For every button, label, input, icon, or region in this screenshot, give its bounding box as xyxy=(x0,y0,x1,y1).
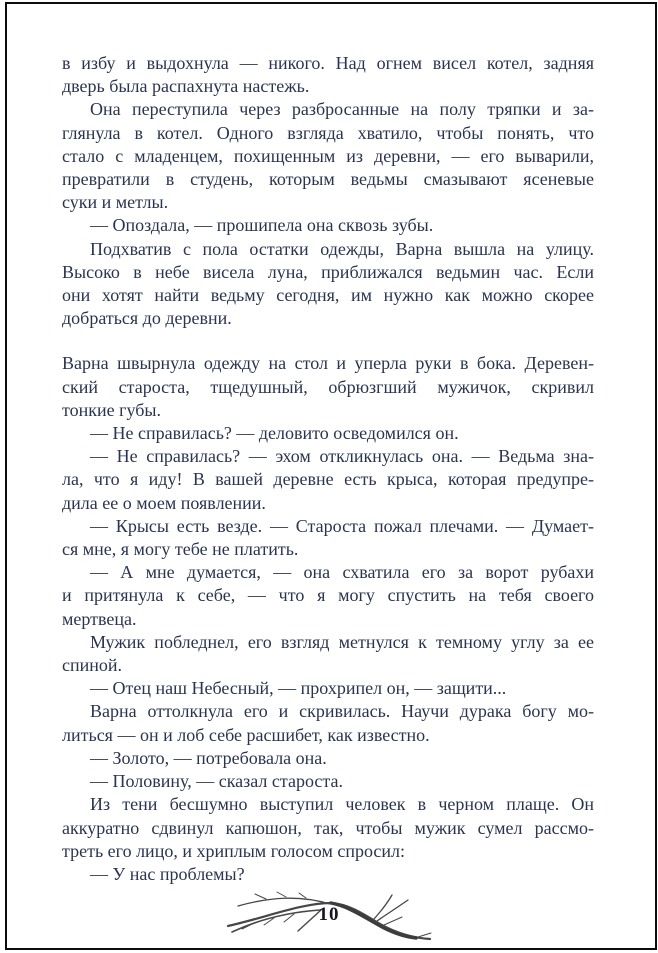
text-line: Из тени бесшумно выступил человек в черном плаще. Он xyxy=(90,794,594,815)
text-line: глянула в котел. Одного взгляда хватило, чтобы понять, что xyxy=(62,122,594,143)
footer-ornament xyxy=(224,891,434,948)
text-line: ла, что я иду! В вашей деревне есть крыса, которая предупре- xyxy=(62,469,594,490)
paragraph xyxy=(62,863,594,886)
text-line: — Не справилась? — деловито осведомился он. xyxy=(90,423,459,444)
paragraph xyxy=(62,238,594,331)
text-line: дила ее о моем появлении. xyxy=(62,492,266,513)
text-line: — Крысы есть везде. — Староста пожал плечами. — Думает- xyxy=(90,515,594,536)
page-number: 10 xyxy=(318,904,340,925)
text-line: литься — он и лоб себе расшибет, как известно. xyxy=(62,724,430,745)
text-line: — У нас проблемы? xyxy=(90,863,245,884)
page-text xyxy=(62,52,594,886)
text-line: Высоко в небе висела луна, приближался ведьмин час. Если xyxy=(62,261,594,282)
text-line: и притянула к себе, — что я могу спустить на тебя своего xyxy=(62,585,594,606)
text-line: тонкие губы. xyxy=(62,399,162,420)
text-line: — А мне думается, — она схватила его за ворот рубахи xyxy=(90,562,594,583)
text-line: добраться до деревни. xyxy=(62,308,232,329)
text-line: — Отец наш Небесный, — прохрипел он, — защити... xyxy=(90,678,507,699)
text-line: спиной. xyxy=(62,655,123,676)
text-line: треть его лицо, и хриплым голосом спросил: xyxy=(62,840,406,861)
paragraph xyxy=(62,515,594,561)
text-line: ский староста, тщедушный, обрюзгший мужичок, скривил xyxy=(62,376,594,397)
paragraph xyxy=(62,677,594,700)
text-line: — Не справилась? — эхом откликнулась она. — Ведьма зна- xyxy=(90,446,594,467)
text-line: они хотят найти ведьму сегодня, им нужно как можно скорее xyxy=(62,285,594,306)
text-line: — Опоздала, — прошипела она сквозь зубы. xyxy=(90,215,434,236)
text-line: аккуратно сдвинул капюшон, так, чтобы мужик сумел рассмо- xyxy=(62,817,594,838)
text-line: превратили в студень, которым ведьмы смазывают ясеневые xyxy=(62,169,594,190)
paragraph xyxy=(62,352,594,422)
text-line: — Золото, — потребовала она. xyxy=(90,747,327,768)
paragraph xyxy=(62,793,594,863)
text-line: Варна оттолкнула его и скривилась. Научи дурака богу мо- xyxy=(90,701,594,722)
text-line: — Половину, — сказал староста. xyxy=(90,771,343,792)
paragraph xyxy=(62,445,594,515)
paragraph xyxy=(62,52,594,98)
paragraph xyxy=(62,747,594,770)
text-line: Она переступила через разбросанные на полу тряпки и за- xyxy=(90,99,594,120)
text-line: дверь была распахнута настежь. xyxy=(62,76,310,97)
paragraph xyxy=(62,700,594,746)
text-line: ся мне, я могу тебе не платить. xyxy=(62,539,299,560)
text-line: в избу и выдохнула — никого. Над огнем висел котел, задняя xyxy=(62,53,594,73)
paragraph xyxy=(62,770,594,793)
text-line: стало с младенцем, похищенным из деревни, — его выварили, xyxy=(62,145,594,166)
text-line: Подхватив с пола остатки одежды, Варна вышла на улицу. xyxy=(90,238,594,259)
text-line: суки и метлы. xyxy=(62,192,169,213)
text-line: Варна швырнула одежду на стол и уперла руки в бока. Деревен- xyxy=(62,353,594,374)
paragraph xyxy=(62,561,594,631)
paragraph xyxy=(62,422,594,445)
paragraph xyxy=(62,98,594,214)
paragraph xyxy=(62,631,594,677)
text-line: мертвеца. xyxy=(62,608,137,629)
text-line: Мужик побледнел, его взгляд метнулся к темному углу за ее xyxy=(90,631,594,652)
paragraph xyxy=(62,214,594,237)
